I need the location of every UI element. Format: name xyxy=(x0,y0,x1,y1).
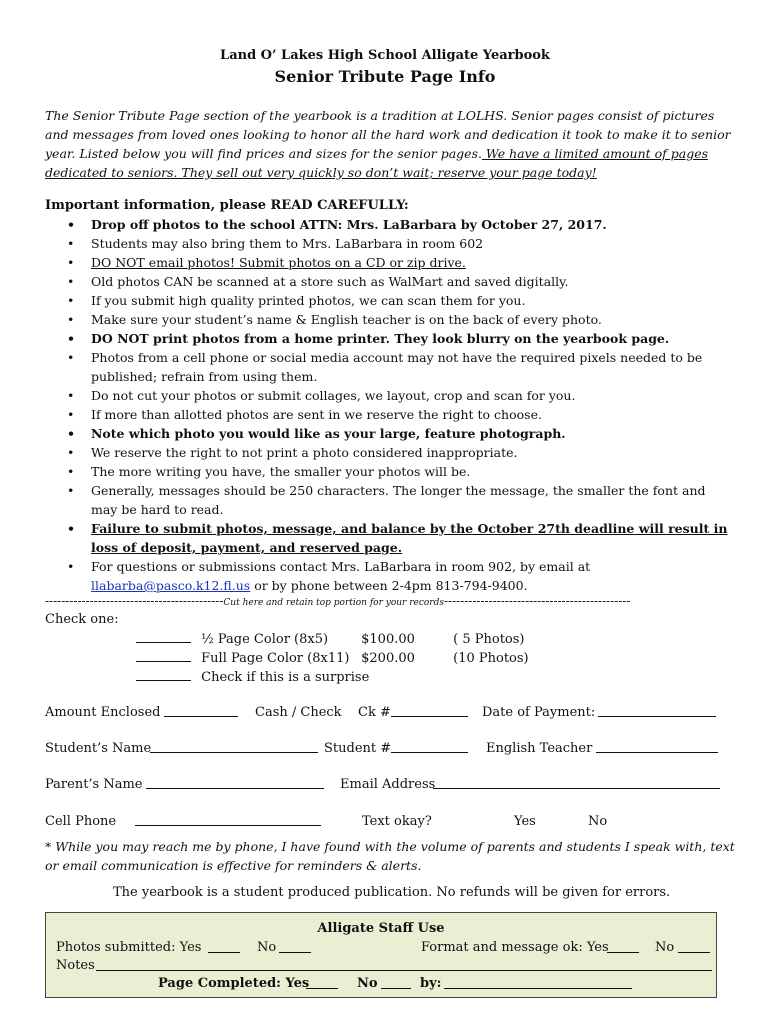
contact-item xyxy=(45,557,735,595)
check-number-field[interactable] xyxy=(391,703,468,717)
cut-label: Cut here and retain top portion for your records xyxy=(223,598,444,608)
option-price: $100.00 xyxy=(361,632,415,647)
photos-submitted-label: Photos submitted: Yes xyxy=(56,940,202,955)
email-address-label: Email Address xyxy=(340,777,436,792)
contact-email-link[interactable]: llabarba@pasco.k12.fl.us xyxy=(91,578,251,593)
completed-by-label: by: xyxy=(420,976,442,991)
check-number-label: Ck # xyxy=(358,705,391,720)
contact-text: For questions or submissions contact Mrs. LaBarbara in room 902, by email at xyxy=(91,559,591,574)
option-label: ½ Page Color (8x5) xyxy=(201,632,329,647)
page-completed-label: Page Completed: Yes xyxy=(158,976,310,991)
contact-note: * While you may reach me by phone, I have found with the volume of parents and students I speak with, text or email communication is effective for reminders & alerts. xyxy=(45,839,735,873)
intro-paragraph xyxy=(45,106,735,182)
page-title: Senior Tribute Page Info xyxy=(274,67,496,86)
english-teacher-label: English Teacher xyxy=(486,741,593,756)
list-item: • Note which photo you would like as your large, feature photograph. xyxy=(45,424,735,443)
list-item: • Drop off photos to the school ATTN: Mrs. LaBarbara by October 27, 2017. xyxy=(45,215,735,234)
list-item: • Photos from a cell phone or social media account may not have the required pixels needed to be published; refrain from using them. xyxy=(45,348,735,386)
list-item: • If more than allotted photos are sent in we reserve the right to choose. xyxy=(45,405,735,424)
photos-submitted-no-label: No xyxy=(257,940,277,955)
format-ok-yes-field[interactable] xyxy=(607,939,639,953)
students-name-field[interactable] xyxy=(150,739,318,753)
text-okay-no[interactable]: No xyxy=(588,814,608,829)
student-number-label: Student # xyxy=(324,741,392,756)
check-one-label: Check one: xyxy=(45,612,119,627)
amount-enclosed-label: Amount Enclosed xyxy=(45,705,161,720)
list-item: • Old photos CAN be scanned at a store such as WalMart and saved digitally. xyxy=(45,272,735,291)
english-teacher-field[interactable] xyxy=(596,739,718,753)
completed-by-field[interactable] xyxy=(444,975,632,989)
format-ok-no-field[interactable] xyxy=(678,939,710,953)
page-completed-no-field[interactable] xyxy=(381,975,411,989)
school-line: Land O’ Lakes High School Alligate Yearbook xyxy=(220,48,550,63)
cell-phone-label: Cell Phone xyxy=(45,814,117,829)
limited-pages-notice: We have a limited amount of pages dedicated to seniors. They sell out very quickly so don’t wait; reserve your page today! xyxy=(45,146,709,180)
list-item: • If you submit high quality printed photos, we can scan them for you. xyxy=(45,291,735,310)
list-item: • We reserve the right to not print a photo considered inappropriate. xyxy=(45,443,735,462)
option-full-page xyxy=(136,648,529,668)
option-checkbox[interactable] xyxy=(136,629,191,643)
page-completed-no-label: No xyxy=(357,976,378,991)
list-item: • The more writing you have, the smaller your photos will be. xyxy=(45,462,735,481)
option-checkbox[interactable] xyxy=(136,648,191,662)
option-photos: ( 5 Photos) xyxy=(453,632,525,647)
option-checkbox[interactable] xyxy=(136,667,191,681)
option-half-page xyxy=(136,629,525,649)
cell-phone-field[interactable] xyxy=(135,812,321,826)
list-item: • DO NOT print photos from a home printer. They look blurry on the yearbook page. xyxy=(45,329,735,348)
cut-line: --------------------------------------------Cut here and retain top portion for your records---------------------------------------------- xyxy=(45,594,631,608)
amount-enclosed-field[interactable] xyxy=(164,703,238,717)
cash-check-label: Cash / Check xyxy=(255,705,342,720)
option-label: Check if this is a surprise xyxy=(201,670,370,685)
photos-submitted-no-field[interactable] xyxy=(279,939,311,953)
list-item: • Students may also bring them to Mrs. LaBarbara in room 602 xyxy=(45,234,735,253)
option-price: $200.00 xyxy=(361,651,415,666)
important-list xyxy=(45,215,735,595)
notes-label: Notes xyxy=(56,958,95,973)
photos-submitted-yes-field[interactable] xyxy=(208,939,240,953)
staff-use-box xyxy=(45,912,717,998)
important-heading: Important information, please READ CAREFULLY: xyxy=(45,198,409,213)
option-surprise xyxy=(136,667,369,687)
student-number-field[interactable] xyxy=(391,739,468,753)
text-okay-yes[interactable]: Yes xyxy=(514,814,536,829)
email-address-field[interactable] xyxy=(433,775,720,789)
parents-name-field[interactable] xyxy=(146,775,324,789)
intro-text: The Senior Tribute Page section of the yearbook is a tradition at LOLHS. Senior pages consist of pictures and messages from loved ones looking to honor all the hard work and dedication it took to make it to senior year. Listed below you will find prices and sizes for the senior pages. xyxy=(45,108,731,161)
list-item: • Failure to submit photos, message, and balance by the October 27th deadline will result in loss of deposit, payment, and reserved page. xyxy=(45,519,735,557)
list-item: • DO NOT email photos! Submit photos on a CD or zip drive. xyxy=(45,253,735,272)
text-okay-label: Text okay? xyxy=(362,814,432,829)
parents-name-label: Parent’s Name xyxy=(45,777,143,792)
refund-policy: The yearbook is a student produced publication. No refunds will be given for errors. xyxy=(113,885,671,900)
page-completed-yes-field[interactable] xyxy=(306,975,338,989)
contact-phone: or by phone between 2-4pm 813-794-9400. xyxy=(250,578,528,593)
date-of-payment-field[interactable] xyxy=(598,703,716,717)
notes-field[interactable] xyxy=(96,957,712,971)
format-ok-no-label: No xyxy=(655,940,675,955)
students-name-label: Student’s Name xyxy=(45,741,152,756)
format-ok-label: Format and message ok: Yes xyxy=(421,940,609,955)
list-item: • Generally, messages should be 250 characters. The longer the message, the smaller the font and may be hard to read. xyxy=(45,481,735,519)
option-photos: (10 Photos) xyxy=(453,651,529,666)
list-item: • Do not cut your photos or submit collages, we layout, crop and scan for you. xyxy=(45,386,735,405)
date-of-payment-label: Date of Payment: xyxy=(482,705,596,720)
option-label: Full Page Color (8x11) xyxy=(201,651,350,666)
list-item: • Make sure your student’s name & English teacher is on the back of every photo. xyxy=(45,310,735,329)
staff-use-title: Alligate Staff Use xyxy=(317,921,445,936)
